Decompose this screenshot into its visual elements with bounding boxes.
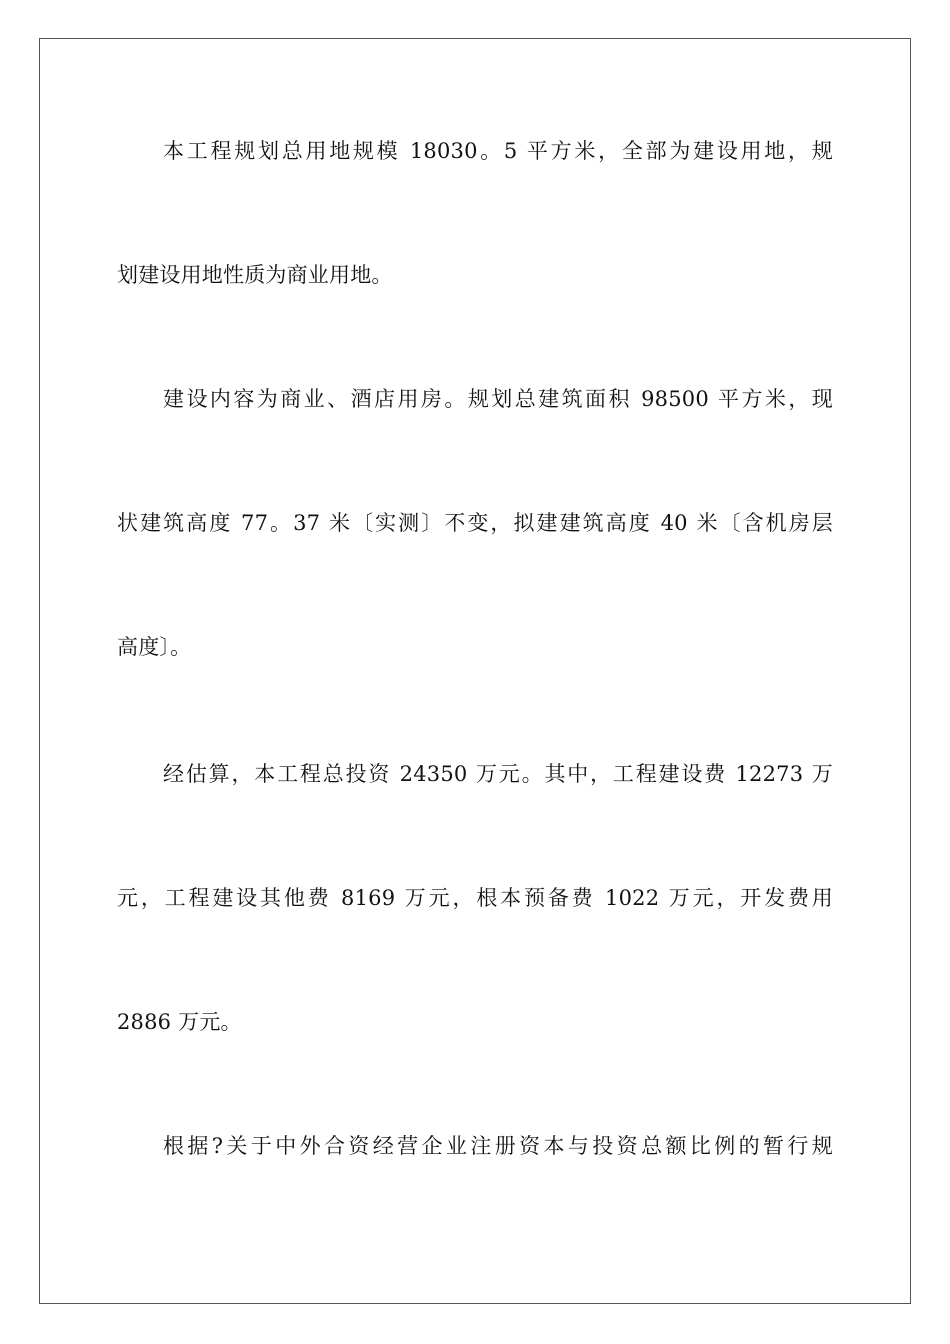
paragraph-3-line-3: 2886 万元。 [117, 1010, 242, 1034]
paragraph-4-line-1: 根据?关于中外合资经营企业注册资本与投资总额比例的暂行规 [163, 1134, 833, 1158]
paragraph-2-line-3: 高度〕。 [117, 635, 192, 659]
paragraph-3-line-1: 经估算，本工程总投资 24350 万元。其中，工程建设费 12273 万 [163, 762, 833, 786]
paragraph-3-line-2: 元，工程建设其他费 8169 万元，根本预备费 1022 万元，开发费用 [117, 886, 833, 910]
paragraph-2-line-1: 建设内容为商业、酒店用房。规划总建筑面积 98500 平方米，现 [163, 387, 833, 411]
paragraph-1-line-2: 划建设用地性质为商业用地。 [117, 263, 393, 287]
page-border [39, 38, 911, 1304]
paragraph-1-line-1: 本工程规划总用地规模 18030。5 平方米，全部为建设用地，规 [163, 139, 833, 163]
paragraph-2-line-2: 状建筑高度 77。37 米〔实测〕不变，拟建建筑高度 40 米〔含机房层 [117, 511, 833, 535]
